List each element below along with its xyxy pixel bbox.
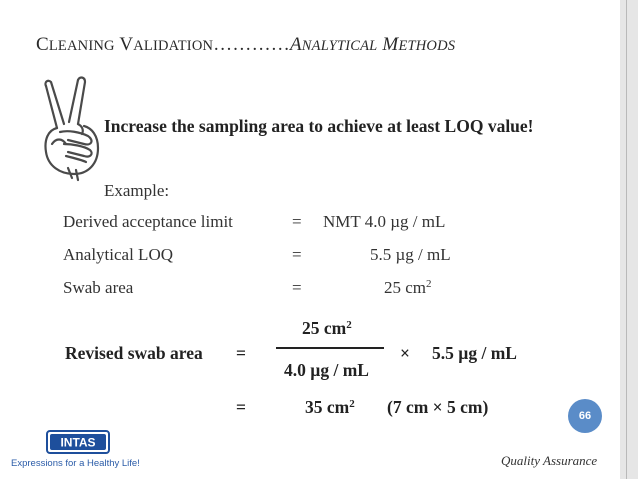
row-value: NMT 4.0 µg / mL	[323, 212, 446, 231]
title-rest-validation: ALIDATION	[133, 38, 214, 54]
result-sup: 2	[349, 398, 355, 410]
formula-result	[305, 397, 355, 418]
footer-quality-assurance: Quality Assurance	[501, 453, 598, 468]
title-cap-c: C	[36, 34, 49, 55]
title-cap-a: A	[289, 34, 302, 55]
title-cap-m: M	[382, 34, 399, 55]
row-label: Swab area	[63, 278, 134, 297]
formula-multiplier: 5.5 µg / mL	[432, 343, 517, 363]
slide-title	[36, 34, 455, 56]
title-rest-analytical: NALYTICAL	[301, 38, 378, 54]
right-decorative-bar	[620, 0, 638, 479]
numerator-sup: 2	[346, 319, 352, 331]
formula-equals: =	[236, 343, 246, 363]
logo-text: INTAS	[60, 435, 96, 450]
page-number-badge: 66	[568, 399, 602, 433]
formula-times: ×	[400, 343, 410, 363]
title-rest-cleaning: LEANING	[48, 38, 115, 54]
row-value-text: 25 cm	[384, 278, 427, 297]
row-equals: =	[292, 245, 302, 264]
row-analytical-loq	[63, 245, 451, 265]
formula-label: Revised swab area	[65, 343, 203, 363]
result-text: 35 cm	[305, 397, 350, 417]
bullet-text: Increase the sampling area to achieve at least LOQ value!	[104, 116, 534, 136]
row-acceptance-limit	[63, 212, 446, 232]
row-value: 5.5 µg / mL	[370, 245, 451, 264]
numerator-text: 25 cm	[302, 318, 347, 338]
row-label: Analytical LOQ	[63, 245, 173, 264]
row-value	[384, 278, 432, 298]
title-cap-v: V	[119, 34, 134, 55]
title-rest-methods: ETHODS	[398, 38, 456, 54]
formula-equals-2: =	[236, 397, 246, 417]
tagline: Expressions for a Healthy Life!	[11, 458, 140, 469]
row-swab-area	[63, 278, 432, 298]
fraction-line	[276, 347, 384, 349]
formula-denominator: 4.0 µg / mL	[284, 360, 369, 380]
right-decorative-line	[626, 0, 627, 479]
intas-logo	[46, 430, 110, 454]
title-dots: …………	[213, 34, 290, 55]
formula-dimensions: (7 cm × 5 cm)	[387, 397, 489, 417]
victory-hand-icon	[38, 74, 102, 186]
row-equals: =	[292, 278, 302, 297]
row-equals: =	[292, 212, 302, 231]
formula-numerator	[302, 318, 352, 339]
row-label: Derived acceptance limit	[63, 212, 233, 231]
example-label: Example:	[104, 181, 170, 200]
row-value-sup: 2	[426, 278, 432, 290]
